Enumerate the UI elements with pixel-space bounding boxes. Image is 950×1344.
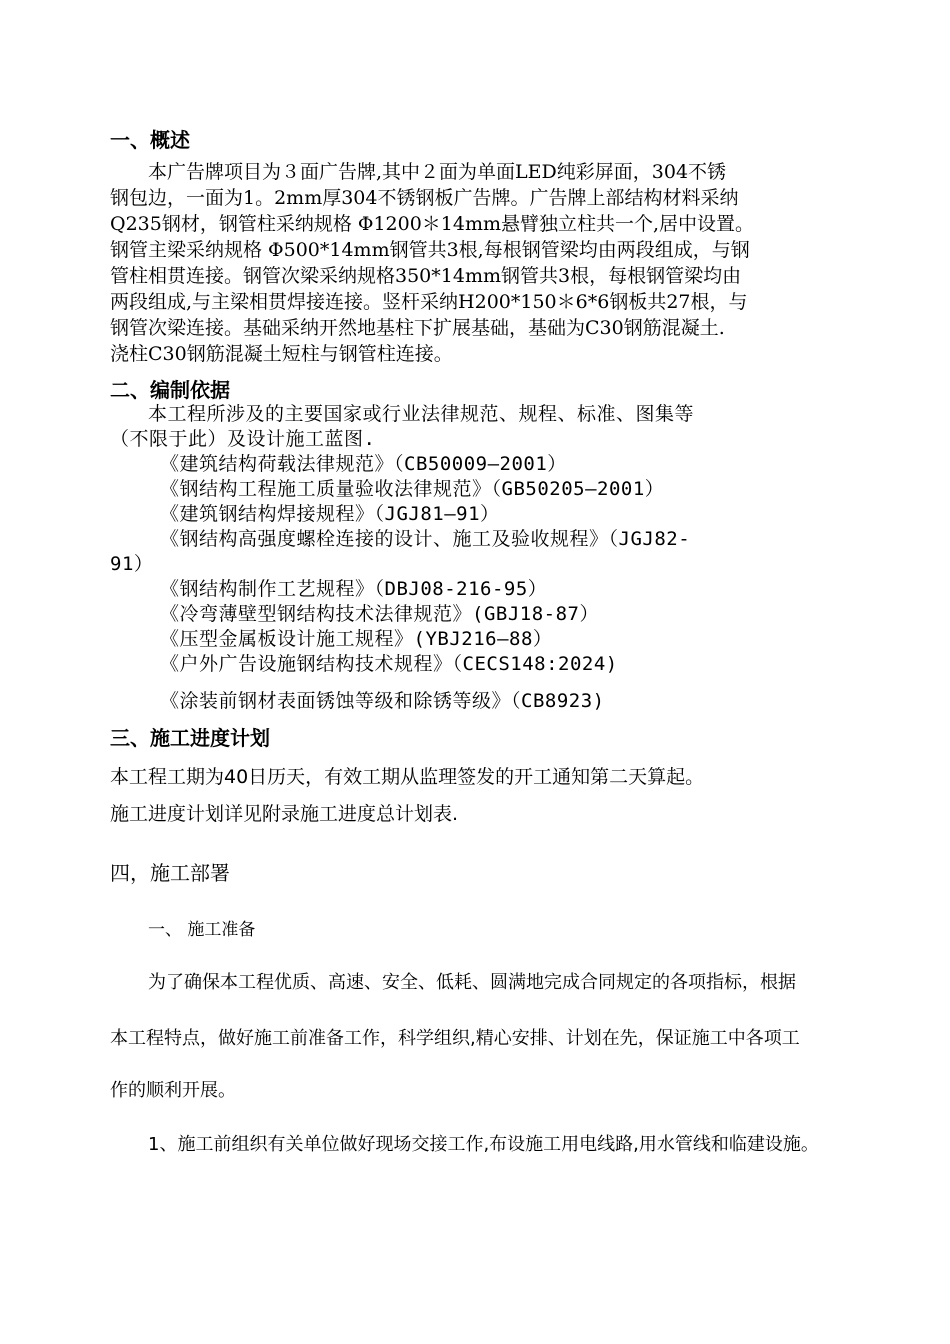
reference-item: 《钢结构高强度螺栓连接的设计、施工及验收规程》（JGJ82-: [160, 528, 691, 550]
overview-line: 两段组成,与主梁相贯焊接连接。竖杆采纳H200*150＊6*6钢板共27根，与: [110, 291, 748, 313]
schedule-line: 施工进度计划详见附录施工进度总计划表.: [110, 803, 459, 825]
section-heading-overview: 一、概述: [110, 128, 190, 152]
overview-line: 浇柱C30钢筋混凝土短柱与钢管柱连接。: [110, 343, 453, 365]
section-heading-basis: 二、编制依据: [110, 378, 230, 402]
overview-line: 钢管主梁采纳规格 Φ500*14mm钢管共3根,每根钢管梁均由两段组成，与钢: [110, 239, 750, 261]
reference-item: 《压型金属板设计施工规程》(YBJ216—88）: [160, 628, 553, 650]
overview-line: 管柱相贯连接。钢管次梁采纳规格350*14mm钢管共3根，每根钢管梁均由: [110, 265, 742, 287]
reference-item: 《建筑钢结构焊接规程》（JGJ81—91）: [160, 503, 500, 525]
preparation-paragraph-line: 作的顺利开展。: [110, 1080, 236, 1101]
preparation-item-1: 1、施工前组织有关单位做好现场交接工作,布设施工用电线路,用水管线和临建设施。: [148, 1134, 819, 1155]
reference-item-continuation: 91）: [110, 553, 154, 575]
basis-intro-line: （不限于此）及设计施工蓝图.: [110, 428, 376, 450]
schedule-line: 本工程工期为40日历天，有效工期从监理签发的开工通知第二天算起。: [110, 766, 705, 788]
section-heading-schedule: 三、施工进度计划: [110, 726, 270, 750]
overview-line: Q235钢材，钢管柱采纳规格 Φ1200＊14mm悬臂独立柱共一个,居中设置。: [110, 213, 755, 235]
reference-item: 《涂装前钢材表面锈蚀等级和除锈等级》（CB8923): [160, 690, 605, 712]
reference-item: 《钢结构制作工艺规程》（DBJ08-216-95）: [160, 578, 548, 600]
section-heading-deployment: 四，施工部署: [110, 861, 230, 885]
subsection-heading-preparation: 一、 施工准备: [148, 920, 256, 940]
reference-item: 《冷弯薄壁型钢结构技术法律规范》(GBJ18-87）: [160, 603, 599, 625]
basis-intro-line: 本工程所涉及的主要国家或行业法律规范、规程、标准、图集等: [148, 403, 695, 425]
preparation-paragraph-line: 为了确保本工程优质、高速、安全、低耗、圆满地完成合同规定的各项指标，根据: [148, 972, 796, 993]
reference-item: 《户外广告设施钢结构技术规程》（CECS148:2024): [160, 653, 618, 675]
overview-line: 钢包边，一面为1。2mm厚304不锈钢板广告牌。广告牌上部结构材料采纳: [110, 187, 739, 209]
reference-item: 《钢结构工程施工质量验收法律规范》（GB50205—2001）: [160, 478, 665, 500]
preparation-paragraph-line: 本工程特点，做好施工前准备工作，科学组织,精心安排、计划在先，保证施工中各项工: [110, 1028, 800, 1049]
reference-item: 《建筑结构荷载法律规范》（CB50009—2001）: [160, 453, 567, 475]
overview-line: 本广告牌项目为３面广告牌,其中２面为单面LED纯彩屏面，304不锈: [148, 161, 727, 183]
overview-line: 钢管次梁连接。基础采纳开然地基柱下扩展基础，基础为C30钢筋混凝土.: [110, 317, 725, 339]
